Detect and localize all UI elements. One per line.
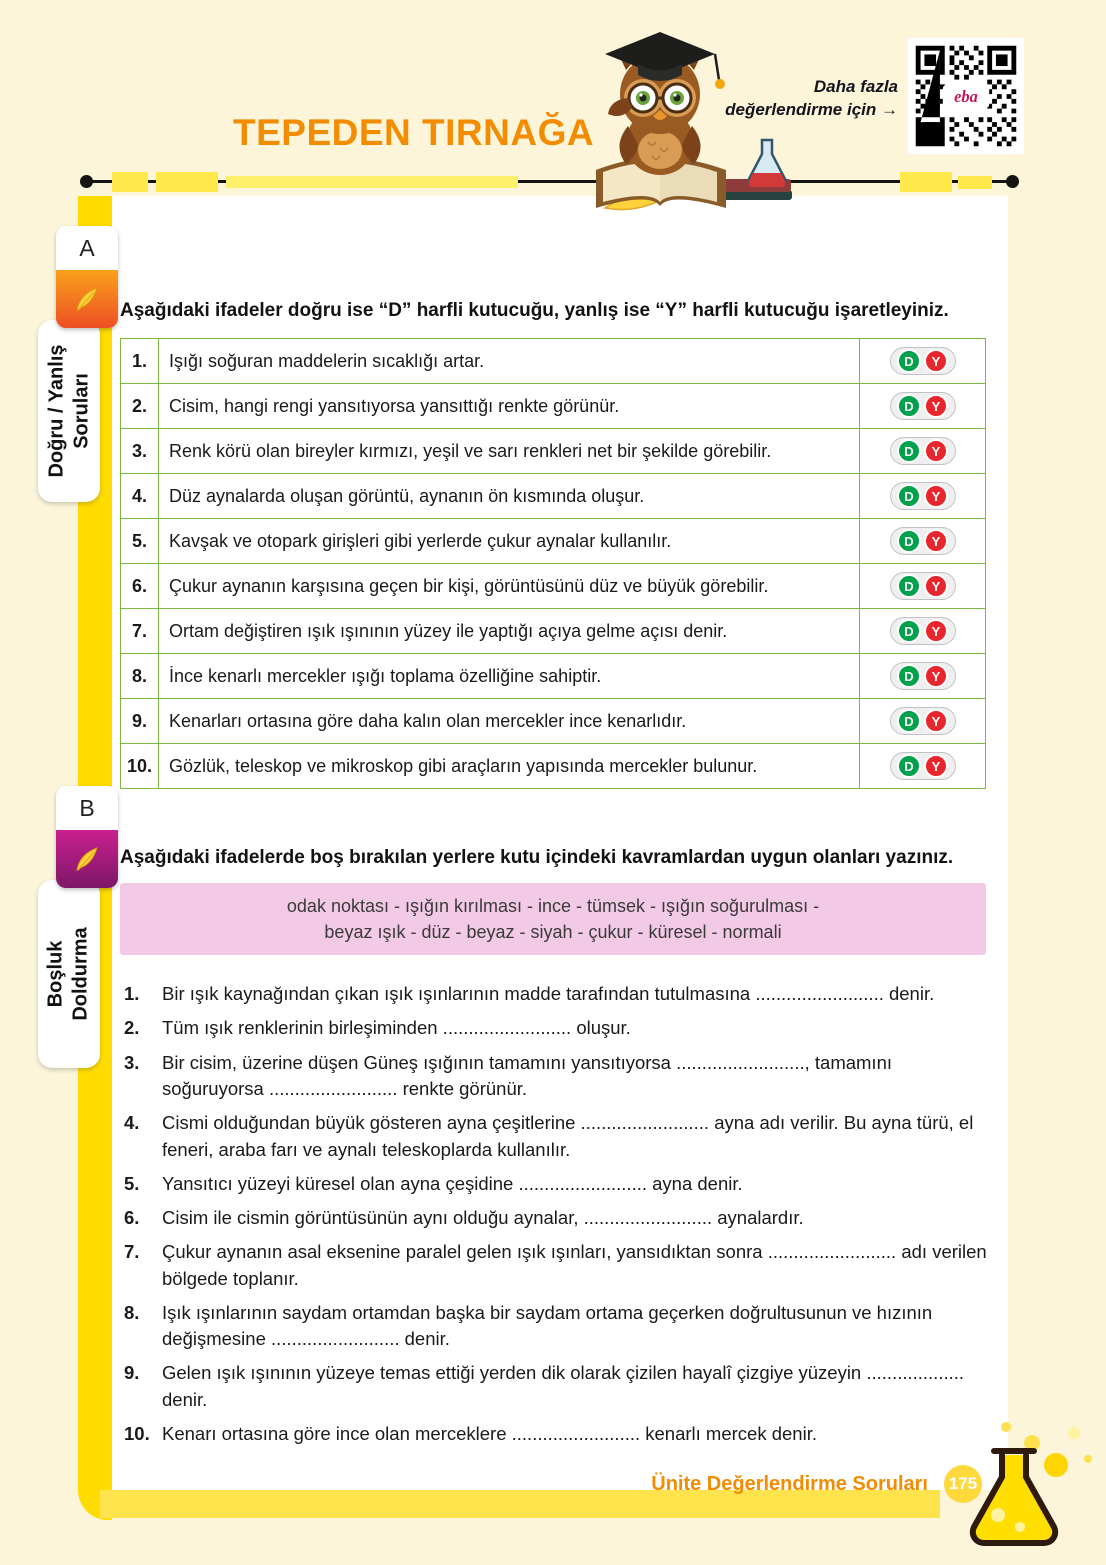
table-row (121, 384, 986, 429)
divider-segment (958, 176, 992, 189)
statement-text: Cisim, hangi rengi yansıtıyorsa yansıttığı renkte görünür. (159, 384, 860, 429)
option-d-button[interactable]: D (897, 484, 921, 508)
statement-text: İnce kenarlı mercekler ışığı toplama özelliğine sahiptir. (159, 654, 860, 699)
section-b-instruction: Aşağıdaki ifadelerde boş bırakılan yerlere kutu içindeki kavramlardan uygun olanları yazınız. (120, 847, 954, 868)
option-d-button[interactable]: D (897, 619, 921, 643)
table-row (121, 339, 986, 384)
list-item: 2. Tüm ışık renklerinin birleşiminden ......................... oluşur. (124, 1017, 631, 1039)
option-d-button[interactable]: D (897, 574, 921, 598)
divider-dot-left (80, 175, 93, 188)
table-row (121, 744, 986, 789)
statement-text: Gözlük, teleskop ve mikroskop gibi araçların yapısında mercekler bulunur. (159, 744, 860, 789)
fill-in-blanks-list (120, 981, 990, 1447)
table-row (121, 474, 986, 519)
divider-segment (112, 172, 148, 192)
dy-choice (890, 347, 956, 375)
sidebar-b-line2: Doldurma (70, 927, 92, 1021)
sidebar-b-line1: Boşluk (45, 940, 67, 1008)
row-number: 4. (121, 474, 159, 519)
page-footer (120, 1465, 986, 1503)
statement-text: Kavşak ve otopark girişleri gibi yerlerde çukur aynalar kullanılır. (159, 519, 860, 564)
statement-text: Renk körü olan bireyler kırmızı, yeşil ve sarı renkleri net bir şekilde görebilir. (159, 429, 860, 474)
owl-mascot-illustration (505, 20, 815, 220)
word-bank-line1: odak noktası - ışığın kırılması - ince - tümsek - ışığın soğurulması - (286, 896, 820, 916)
option-y-button[interactable]: Y (924, 484, 948, 508)
list-item: 3. Bir cisim, üzerine düşen Güneş ışığının tamamını yansıtıyorsa ........................., tamamını soğuruyorsa ......................... renkte görünür. (124, 1051, 892, 1099)
list-item: 9. Gelen ışık ışınının yüzeye temas ettiği yerden dik olarak çizilen hayalî çizgiye yüzeyin ................... denir. (124, 1362, 965, 1410)
tab-section-a[interactable] (56, 226, 118, 328)
option-y-button[interactable]: Y (924, 664, 948, 688)
list-item: 5. Yansıtıcı yüzeyi küresel olan ayna çeşidine ......................... ayna denir. (124, 1172, 743, 1194)
section-a-instruction: Aşağıdaki ifadeler doğru ise “D” harfli kutucuğu, yanlış ise “Y” harfli kutucuğu işaretleyiniz. (120, 300, 949, 321)
row-number: 6. (121, 564, 159, 609)
option-y-button[interactable]: Y (924, 394, 948, 418)
list-item: 1. Bir ışık kaynağından çıkan ışık ışınlarının madde tarafından tutulmasına ......................... denir. (124, 983, 935, 1005)
row-number: 3. (121, 429, 159, 474)
dy-choice (890, 392, 956, 420)
page-number-badge: 175 (944, 1465, 982, 1503)
option-d-button[interactable]: D (897, 709, 921, 733)
statement-text: Kenarları ortasına göre daha kalın olan mercekler ince kenarlıdır. (159, 699, 860, 744)
divider-segment (900, 172, 952, 192)
option-y-button[interactable]: Y (924, 439, 948, 463)
option-y-button[interactable]: Y (924, 574, 948, 598)
dy-choice (890, 662, 956, 690)
option-y-button[interactable]: Y (924, 349, 948, 373)
true-false-table (120, 338, 986, 789)
option-d-button[interactable]: D (897, 529, 921, 553)
statement-text: Düz aynalarda oluşan görüntü, aynanın ön kısmında oluşur. (159, 474, 860, 519)
dy-choice (890, 527, 956, 555)
divider-dot-right (1006, 175, 1019, 188)
feather-icon (72, 284, 102, 314)
sidebar-a-line2: Soruları (70, 373, 92, 449)
option-d-button[interactable]: D (897, 349, 921, 373)
row-number: 5. (121, 519, 159, 564)
row-number: 1. (121, 339, 159, 384)
option-d-button[interactable]: D (897, 394, 921, 418)
tab-section-b[interactable] (56, 786, 118, 888)
list-item: 8. Işık ışınlarının saydam ortamdan başka bir saydam ortama geçerken doğrultusunun ve hızının değişmesine ......................... denir. (124, 1301, 933, 1350)
table-row (121, 519, 986, 564)
statement-text: Işığı soğuran maddelerin sıcaklığı artar. (159, 339, 860, 384)
table-row (121, 429, 986, 474)
option-y-button[interactable]: Y (924, 529, 948, 553)
table-row (121, 699, 986, 744)
list-item: 4. Cismi olduğundan büyük gösteren ayna çeşitlerine ......................... ayna adı verilir. Bu ayna türü, el feneri, araba farı ve aynalı teleskoplarda kullanılır. (124, 1112, 974, 1160)
flask-icon (748, 140, 785, 187)
dy-choice (890, 752, 956, 780)
option-y-button[interactable]: Y (924, 754, 948, 778)
row-number: 9. (121, 699, 159, 744)
flask-decoration (928, 1415, 1106, 1560)
row-number: 8. (121, 654, 159, 699)
table-row (121, 609, 986, 654)
table-row (121, 654, 986, 699)
table-row (121, 564, 986, 609)
flask-icon (928, 1415, 1106, 1560)
option-d-button[interactable]: D (897, 439, 921, 463)
list-item: 7. Çukur aynanın asal eksenine paralel gelen ışık ışınları, yansıdıktan sonra ......................... adı verilen bölgede toplanır. (124, 1241, 987, 1289)
sidebar-label-true-false (38, 320, 100, 502)
tab-a-letter: A (79, 234, 95, 261)
sidebar-a-line1: Doğru / Yanlış (45, 344, 67, 478)
dy-choice (890, 437, 956, 465)
page-title: TEPEDEN TIRNAĞA (233, 112, 595, 153)
option-y-button[interactable]: Y (924, 709, 948, 733)
word-bank (120, 883, 986, 955)
list-item: 6. Cisim ile cismin görüntüsünün aynı olduğu aynalar, ......................... aynalardır. (124, 1207, 804, 1229)
row-number: 10. (121, 744, 159, 789)
divider-segment (156, 172, 218, 192)
dy-choice (890, 482, 956, 510)
option-d-button[interactable]: D (897, 664, 921, 688)
row-number: 7. (121, 609, 159, 654)
main-content (112, 196, 1008, 1503)
eba-logo: eba (954, 86, 978, 106)
feather-icon (72, 844, 102, 874)
statement-text: Çukur aynanın karşısına geçen bir kişi, görüntüsünü düz ve büyük görebilir. (159, 564, 860, 609)
qr-caption-line1: Daha fazla (813, 77, 898, 96)
tab-b-letter: B (79, 794, 95, 821)
word-bank-line2: beyaz ışık - düz - beyaz - siyah - çukur - küresel - normali (324, 922, 782, 943)
qr-code (908, 38, 1024, 154)
footer-section-label: Ünite Değerlendirme Soruları (651, 1472, 928, 1495)
option-d-button[interactable]: D (897, 754, 921, 778)
sidebar-label-fill-blanks (38, 880, 100, 1068)
row-number: 2. (121, 384, 159, 429)
dy-choice (890, 572, 956, 600)
dy-choice (890, 707, 956, 735)
qr-code-image (908, 38, 1024, 154)
list-item: 10. Kenarı ortasına göre ince olan merceklere ......................... kenarlı mercek denir. (124, 1422, 817, 1444)
option-y-button[interactable]: Y (924, 619, 948, 643)
statement-text: Ortam değiştiren ışık ışınının yüzey ile yaptığı açıya gelme açısı denir. (159, 609, 860, 654)
qr-caption-line2: değerlendirme için → (725, 99, 898, 119)
dy-choice (890, 617, 956, 645)
divider-segment (226, 176, 518, 188)
